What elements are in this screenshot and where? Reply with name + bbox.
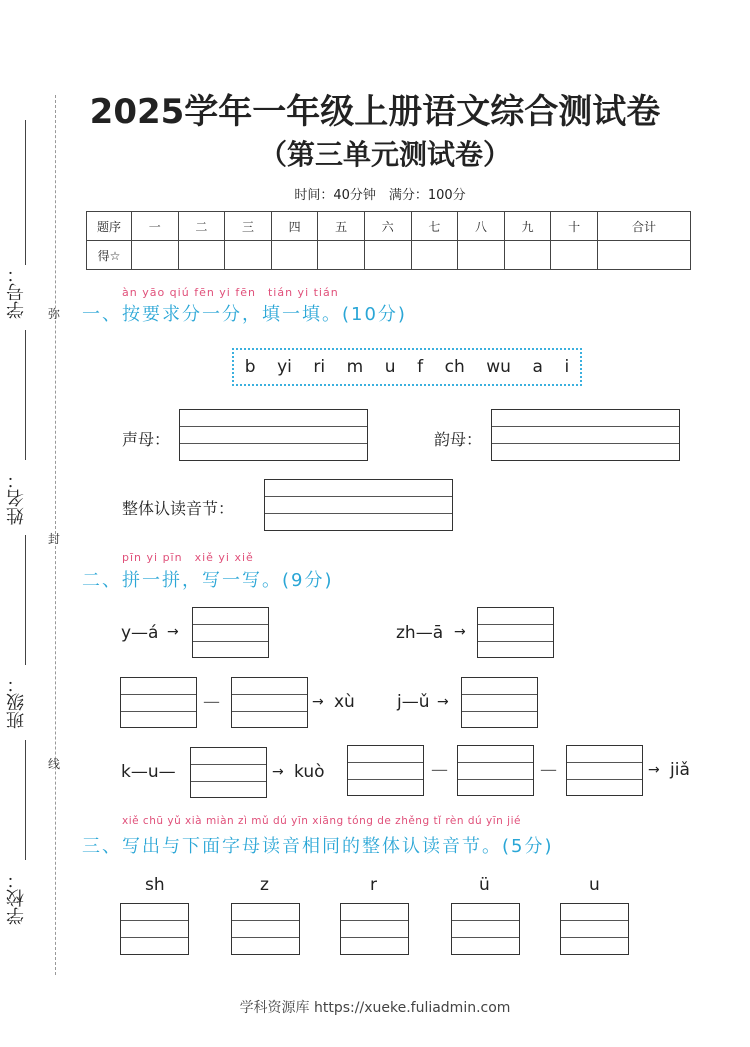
- table-col-header: 十: [551, 212, 598, 241]
- answer-box[interactable]: [560, 903, 629, 955]
- section1-title: 一、按要求分一分，填一填。(10分): [82, 304, 407, 325]
- table-col-header: 二: [178, 212, 225, 241]
- margin-rule: [25, 740, 26, 860]
- answer-box[interactable]: [461, 677, 538, 728]
- score-cell[interactable]: [598, 241, 691, 270]
- table-col-header: 八: [458, 212, 505, 241]
- letters-box: [232, 348, 582, 386]
- score-cell[interactable]: [411, 241, 458, 270]
- table-col-header: 四: [271, 212, 318, 241]
- table-total-header: 合计: [598, 212, 691, 241]
- shengmu-answer-box[interactable]: [179, 409, 368, 461]
- pinyin-item: xù: [334, 692, 355, 712]
- score-cell[interactable]: [178, 241, 225, 270]
- letter: u: [384, 357, 396, 377]
- score-table: [86, 211, 691, 270]
- footer-watermark: 学科资源库 https://xueke.fuliadmin.com: [239, 1000, 511, 1016]
- score-cell[interactable]: [504, 241, 551, 270]
- page-title: 2025学年一年级上册语文综合测试卷: [89, 92, 661, 132]
- letter: r: [370, 875, 377, 895]
- dash: —: [431, 760, 448, 780]
- class-label: 班级：: [6, 675, 27, 729]
- page-subtitle: （第三单元测试卷）: [258, 138, 511, 171]
- arrow-icon: →: [437, 694, 449, 710]
- answer-box[interactable]: [120, 903, 189, 955]
- table-col-header: 六: [364, 212, 411, 241]
- pinyin-item: k—u—: [121, 762, 176, 782]
- margin-rule: [25, 535, 26, 665]
- table-row-header: 得☆: [87, 241, 132, 270]
- arrow-icon: →: [167, 624, 179, 640]
- answer-box[interactable]: [477, 607, 554, 658]
- letter: f: [417, 357, 424, 377]
- letter: ü: [479, 875, 490, 895]
- table-col-header: 七: [411, 212, 458, 241]
- section1-pinyin: àn yāo qiú fēn yi fēn tián yi tián: [122, 286, 339, 299]
- dash: —: [540, 760, 557, 780]
- score-cell[interactable]: [271, 241, 318, 270]
- score-cell[interactable]: [318, 241, 365, 270]
- arrow-icon: →: [312, 694, 324, 710]
- score-cell[interactable]: [225, 241, 272, 270]
- letter: m: [346, 357, 364, 377]
- pinyin-item: zh—ā: [396, 623, 444, 643]
- answer-box[interactable]: [190, 747, 267, 798]
- letter: z: [260, 875, 269, 895]
- section2-title: 二、拼一拼，写一写。(9分): [82, 570, 334, 591]
- letter: b: [244, 357, 256, 377]
- answer-box[interactable]: [192, 607, 269, 658]
- letter: u: [589, 875, 600, 895]
- arrow-icon: →: [648, 762, 660, 778]
- answer-box[interactable]: [340, 903, 409, 955]
- letter: a: [532, 357, 543, 377]
- score-cell[interactable]: [551, 241, 598, 270]
- answer-box[interactable]: [347, 745, 424, 796]
- time-info: 时间：40分钟 满分：100分: [294, 188, 466, 203]
- student-name-label: 姓名：: [6, 471, 27, 525]
- seal-char: 线: [48, 757, 61, 771]
- letter: ch: [444, 357, 465, 377]
- zhengti-label: 整体认读音节：: [122, 499, 235, 518]
- answer-box[interactable]: [566, 745, 643, 796]
- seal-char: 弥: [48, 307, 61, 321]
- margin-rule: [25, 330, 26, 460]
- table-col-header: 一: [132, 212, 179, 241]
- letter: sh: [145, 875, 165, 895]
- section3-title: 三、写出与下面字母读音相同的整体认读音节。(5分): [82, 836, 554, 857]
- pinyin-item: kuò: [294, 762, 325, 782]
- pinyin-item: y—á: [121, 623, 159, 643]
- answer-box[interactable]: [231, 677, 308, 728]
- score-cell[interactable]: [364, 241, 411, 270]
- letter: i: [564, 357, 570, 377]
- student-number-label: 学号：: [6, 265, 27, 319]
- answer-box[interactable]: [451, 903, 520, 955]
- arrow-icon: →: [272, 764, 284, 780]
- arrow-icon: →: [454, 624, 466, 640]
- dash: —: [203, 692, 220, 712]
- table-col-header: 五: [318, 212, 365, 241]
- school-label: 学校：: [6, 871, 27, 925]
- score-cell[interactable]: [132, 241, 179, 270]
- table-col-header: 九: [504, 212, 551, 241]
- answer-box[interactable]: [120, 677, 197, 728]
- section2-pinyin: pīn yi pīn xiě yi xiě: [122, 551, 254, 564]
- letter: ri: [313, 357, 326, 377]
- yunmu-label: 韵母：: [434, 430, 483, 449]
- table-row-header: 题序: [87, 212, 132, 241]
- pinyin-item: j—ǔ: [397, 692, 430, 712]
- zhengti-answer-box[interactable]: [264, 479, 453, 531]
- shengmu-label: 声母：: [122, 430, 171, 449]
- letter: wu: [486, 357, 511, 377]
- letter: yi: [277, 357, 292, 377]
- table-col-header: 三: [225, 212, 272, 241]
- pinyin-item: jiǎ: [670, 760, 690, 780]
- seal-char: 封: [48, 532, 61, 546]
- answer-box[interactable]: [231, 903, 300, 955]
- answer-box[interactable]: [457, 745, 534, 796]
- yunmu-answer-box[interactable]: [491, 409, 680, 461]
- section3-pinyin: xiě chū yǔ xià miàn zì mǔ dú yīn xiāng tóng de zhěng tǐ rèn dú yīn jié: [122, 815, 521, 827]
- score-cell[interactable]: [458, 241, 505, 270]
